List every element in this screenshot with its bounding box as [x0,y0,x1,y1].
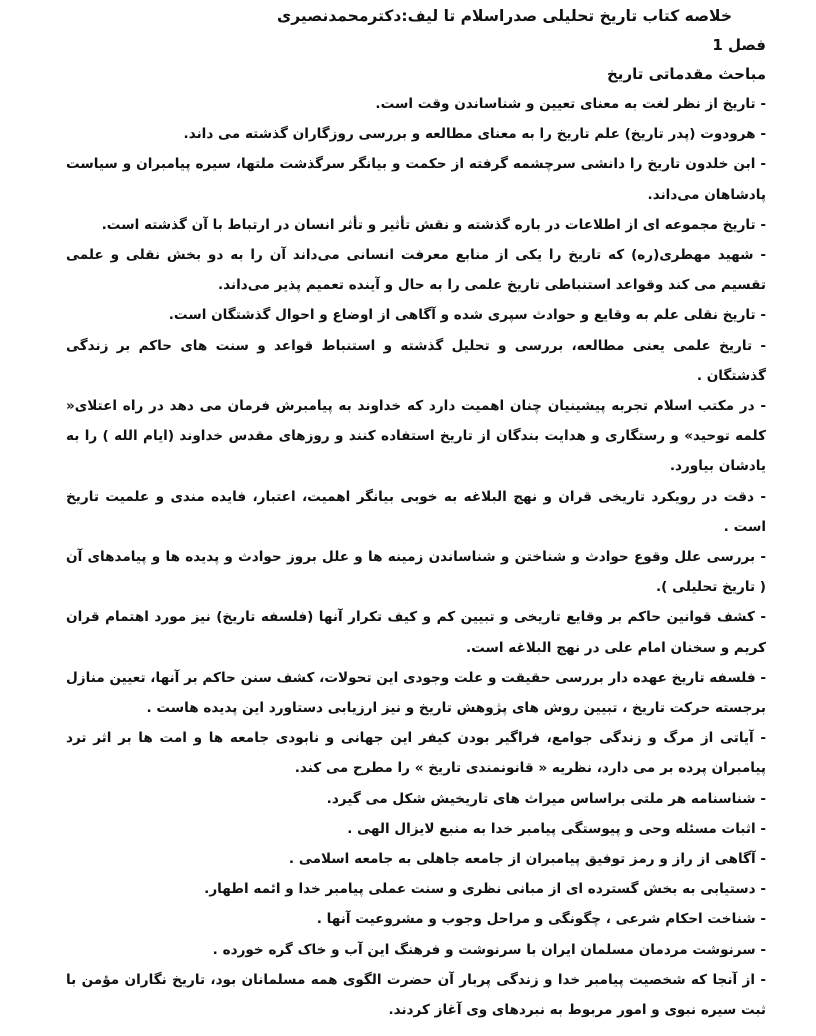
paragraph: - آگاهی از راز و رمز توفیق پیامبران از جامعه جاهلی به جامعه اسلامی . [288,851,766,868]
paragraph: - تاریخ مجموعه ای از اطلاعات در باره گذشته و نقش تأثیر و تأثر انسان در ارتباط با آن گذشته است. [101,216,766,233]
paragraph: - اثبات مسئله وحی و پیوستگی پیامبر خدا به منبع لایزال الهی . [347,820,766,837]
paragraph: - ابن خلدون تاریخ را دانشی سرچشمه گرفته از حکمت و بیانگر سرگذشت ملتها، سیره پیامبران و سیاست پادشاهان می‌داند. [66,156,766,203]
paragraph: - هرودوت (پدر تاریخ) علم تاریخ را به معنای مطالعه و بررسی روزگاران گذشته می داند. [183,126,766,143]
paragraph: - سرنوشت مردمان مسلمان ایران با سرنوشت و فرهنگ این آب و خاک گره خورده . [212,941,766,958]
paragraph-list [66,89,766,1025]
paragraph: - در مکتب اسلام تجربه پیشینیان چنان اهمیت دارد که خداوند به پیامبرش فرمان می دهد در راه اعتلای« کلمه توحید» و رستگاری و هدایت بندگان از تاریخ استفاده کنند و روزهای مقدس خداوند (ایام الله ) را به یادشان بیاورد. [66,398,766,475]
section-title: مباحث مقدماتی تاریخ [607,65,766,83]
paragraph: - شهید مهطری(ره) که تاریخ را یکی از منابع معرفت انسانی می‌داند آن را به دو بخش نقلی و علمی تقسیم می کند وقواعد استنباطی تاریخ علمی را به حال و آینده تعمیم پذیر می‌داند. [66,247,766,294]
paragraph: - دقت در رویکرد تاریخی قران و نهج البلاغه به خوبی بیانگر اهمیت، اعتبار، فایده مندی و علمیت تاریخ است . [66,488,766,535]
paragraph: - تاریخ از نظر لغت به معنای تعیین و شناساندن وقت است. [375,96,766,112]
paragraph: - از آنجا که شخصیت پیامبر خدا و زندگی پربار آن حضرت الگوی همه مسلمانان بود، تاریخ نگاران مؤمن با ثبت سیره نبوی و امور مربوط به نبردهای وی آغاز کردند. [66,971,766,1019]
paragraph: - کشف قوانین حاکم بر وقایع تاریخی و تبیین کم و کیف تکرار آنها (فلسفه تاریخ) نیز مورد اهتمام قران کریم و سخنان امام علی در نهج البلاغه است. [66,609,766,656]
document-page [66,0,766,1036]
chapter-label: فصل 1 [712,36,766,54]
paragraph: - تاریخ نقلی علم به وقایع و حوادث سپری شده و آگاهی از اوضاع و احوال گذشتگان است. [168,307,766,324]
paragraph: - تاریخ علمی یعنی مطالعه، بررسی و تحلیل گذشته و استنباط قواعد و سنت های حاکم بر زندگی گذشتگان . [66,337,766,384]
paragraph: - بررسی علل وقوع حوادث و شناختن و شناساندن زمینه ها و علل بروز حوادث و پدیده ها و پیامدهای آن ( تاریخ تحلیلی ). [66,549,766,596]
paragraph: - شناخت احکام شرعی ، چگونگی و مراحل وجوب و مشروعیت آنها . [316,911,766,928]
paragraph: - دستیابی به بخش گسترده ای از مبانی نظری و سنت عملی پیامبر خدا و ائمه اطهار. [204,881,766,898]
paragraph: - شناسنامه هر ملتی براساس میراث های تاریخیش شکل می گیرد. [326,790,766,807]
document-title: خلاصه کتاب تاریخ تحلیلی صدراسلام تا لیف:دکترمحمدنصیری [277,7,732,25]
paragraph: - فلسفه تاریخ عهده دار بررسی حقیقت و علت وجودی این تحولات، کشف سنن حاکم بر آنها، تعیین منازل برجسته حرکت تاریخ ، تبیین روش های پژوهش تاریخ و نیز ارزیابی دستاورد این پدیده هاست . [66,669,766,717]
paragraph: - آیاتی از مرگ و زندگی جوامع، فراگیر بودن کیفر این جهانی و نابودی جامعه ها و امت ها بر اثر ترد پیامبران پرده بر می دارد، نظریه « قانونمندی تاریخ » را مطرح می کند. [66,730,766,777]
